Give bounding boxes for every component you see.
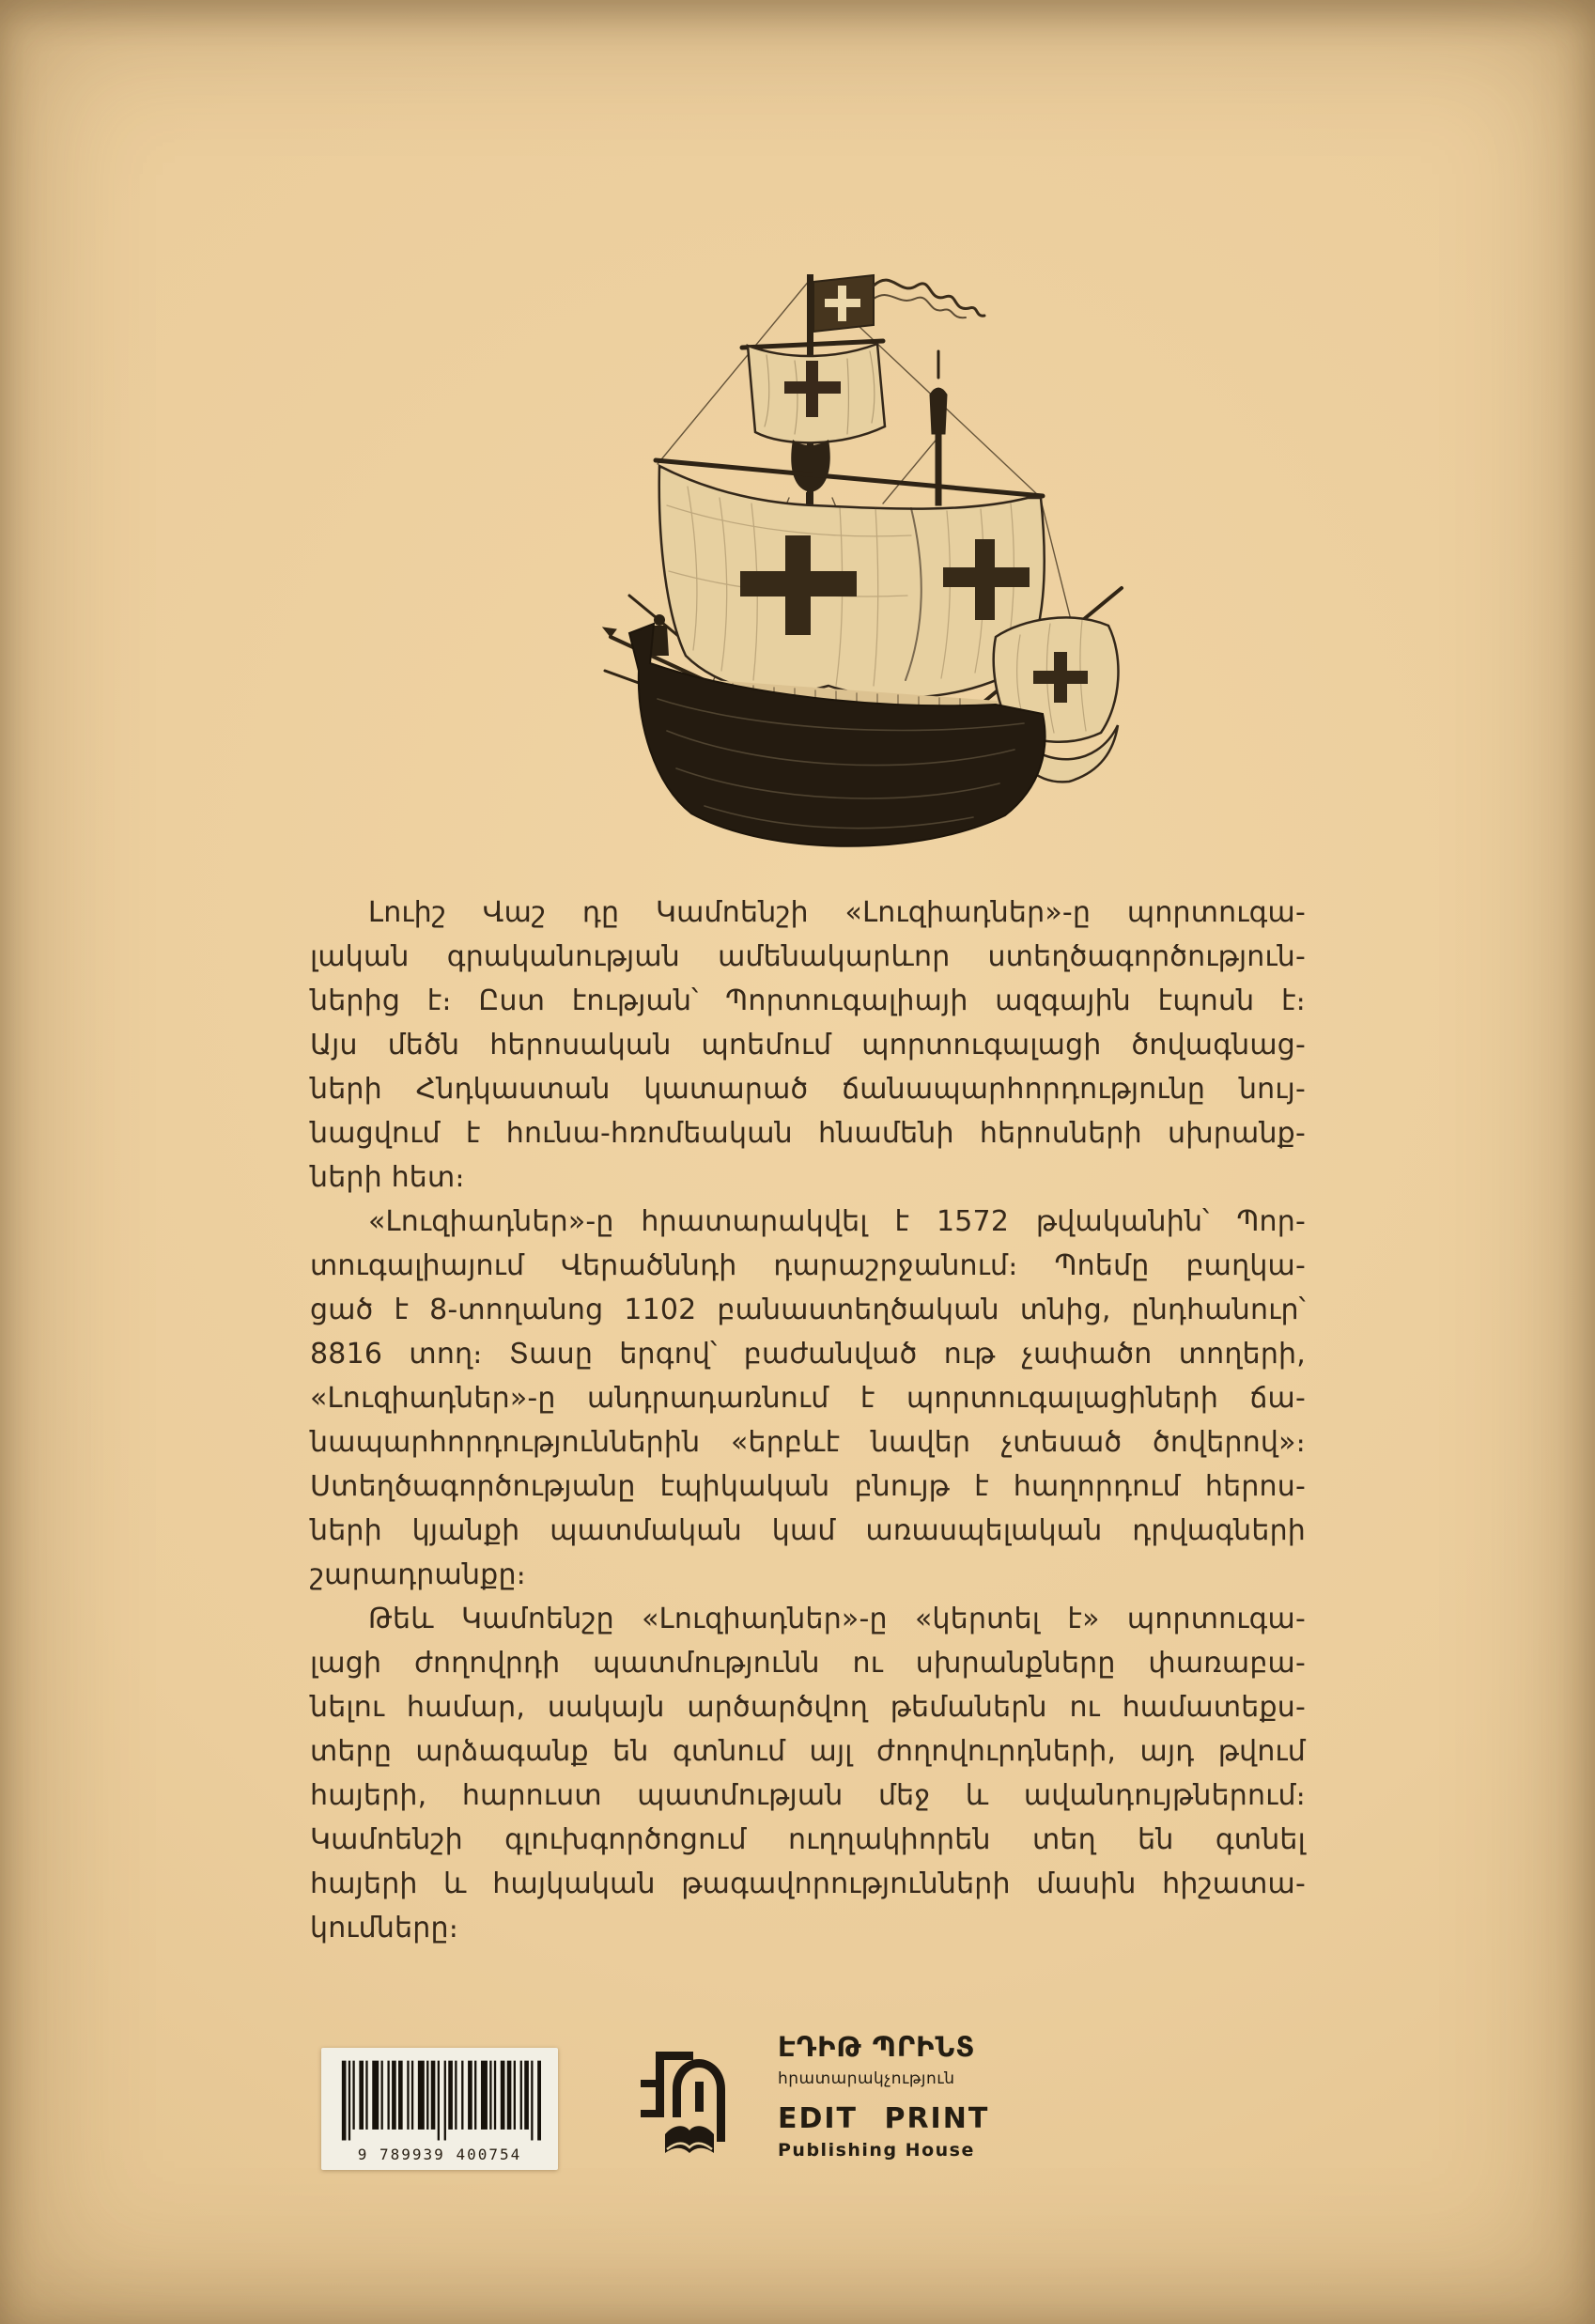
text-line: Կամոենշի գլուխգործոցում ուղղակիորեն տեղ են գտնել [310, 1823, 1306, 1856]
text-line: ների հետ։ [310, 1161, 465, 1194]
text-line: լական գրականության ամենակարևոր ստեղծագործություն- [310, 940, 1306, 973]
text-line: ներից է։ Ըստ էության՝ Պորտուգալիայի ազգային էպոսն է։ [310, 984, 1306, 1017]
publisher-subtitle-latin: Publishing House [778, 2140, 975, 2161]
text-line: Ստեղծագործությանը էպիկական բնույթ է հաղորդում հերոս- [310, 1470, 1306, 1503]
text-line: «Լուզիադներ»-ը անդրադառնում է պորտուգալացիների ճա- [310, 1382, 1306, 1415]
barcode-bars-icon [338, 2059, 541, 2146]
text-line: Այս մեծն հերոսական պոեմում պորտուգալացի ծովագնաց- [310, 1029, 1306, 1061]
publisher-name-latin: EDIT PRINT [778, 2102, 990, 2135]
text-line: նապարհորդություններին «երբևէ նավեր չտեսած ծովերով»։ [310, 1426, 1306, 1459]
flag-and-pennant [813, 275, 984, 332]
text-line: 8816 տող։ Տասը երգով՝ բաժանված ութ չափածո տողերի, [310, 1338, 1306, 1371]
topsail [742, 341, 885, 442]
text-line: կումները։ [310, 1912, 459, 1944]
text-line: Լուիշ Վաշ դը Կամոենշի «Լուզիադներ»-ը պորտուգա- [368, 896, 1306, 929]
text-line: տերը արձագանք են գտնում այլ ժողովուրդների, այդ թվում [310, 1735, 1306, 1768]
mast-top [791, 440, 830, 492]
publisher-name-armenian: ԷԴԻԹ ՊՐԻՆՏ [778, 2031, 976, 2063]
text-line: ների կյանքի պատմական կամ առասպելական դրվագների [310, 1514, 1306, 1547]
text-line: շարադրանքը։ [310, 1558, 526, 1591]
text-line: Թեև Կամոենշը «Լուզիադներ»-ը «կերտել է» պորտուգա- [368, 1603, 1306, 1635]
edit-print-logo-icon [639, 2044, 733, 2159]
isbn-barcode-label [321, 2048, 558, 2170]
text-line: նելու համար, սակայն արծարծվող թեմաներն ու համատեքս- [310, 1691, 1306, 1724]
text-line: ցած է 8-տողանոց 1102 բանաստեղծական տնից, ընդհանուր՝ [310, 1294, 1306, 1326]
text-line: հայերի և հայկական թագավորությունների մասին հիշատա- [310, 1867, 1306, 1900]
text-line: ների Հնդկաստան կատարած ճանապարհորդությունը նույ- [310, 1073, 1306, 1106]
text-line: նացվում է հունա-հռոմեական հնամենի հերոսների սխրանք- [310, 1117, 1306, 1150]
text-line: հայերի, հարուստ պատմության մեջ և ավանդույթներում։ [310, 1779, 1306, 1812]
text-line: տուգալիայում Վերածննդի դարաշրջանում։ Պոեմը բաղկա- [310, 1249, 1306, 1282]
publisher-subtitle-armenian: հրատարակչություն [778, 2069, 955, 2088]
aft-mast [930, 351, 947, 505]
publisher-text-block [778, 2029, 1078, 2162]
mainsail [659, 466, 1045, 698]
caravel-ship-illustration [601, 261, 1137, 862]
annotation-text [310, 891, 1306, 1950]
barcode-digits: 9 789939 400754 [354, 2146, 526, 2163]
text-line: լացի ժողովրդի պատմությունն ու սխրանքները փառաբա- [310, 1647, 1306, 1680]
text-line: «Լուզիադներ»-ը հրատարակվել է 1572 թվականին՝ Պոր- [368, 1205, 1306, 1238]
